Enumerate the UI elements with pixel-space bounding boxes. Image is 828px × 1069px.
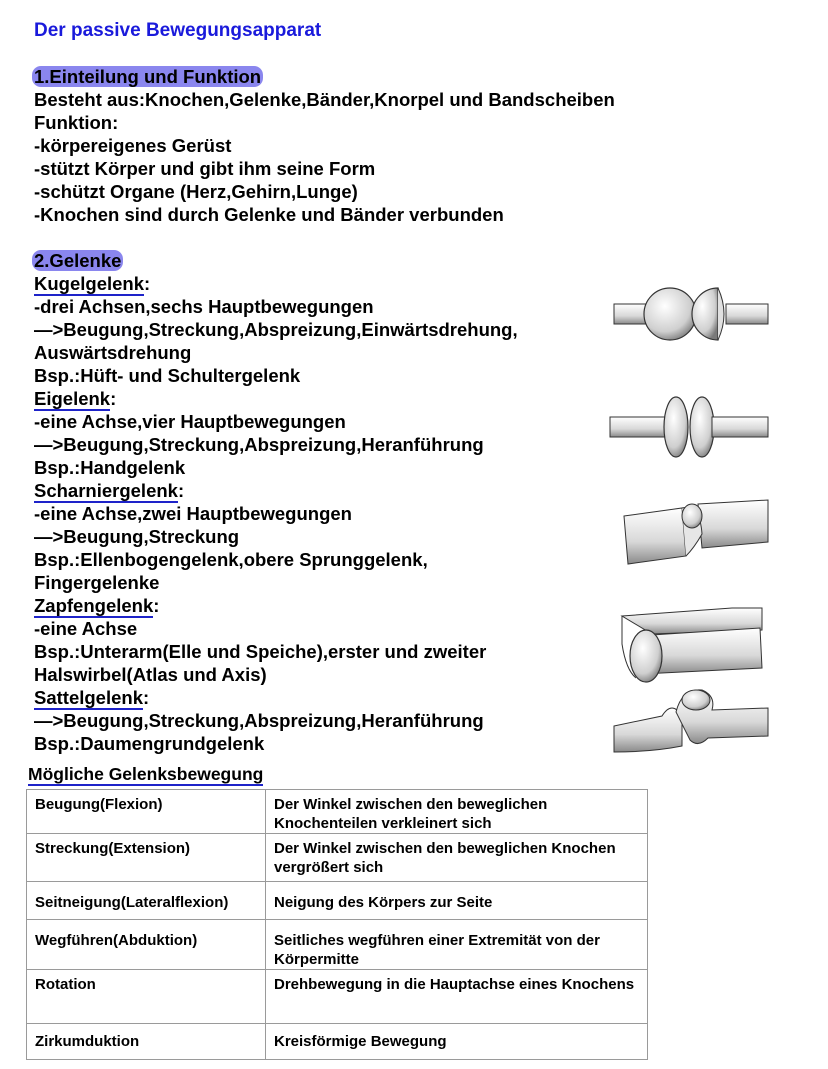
- section-heading: 2.Gelenke: [34, 250, 122, 271]
- movement-description: Der Winkel zwischen den beweglichen Knochenteilen verkleinert sich: [266, 790, 648, 834]
- movement-table: [26, 789, 648, 1060]
- text-line: Bsp.:Handgelenk: [34, 457, 186, 478]
- text-line: Bsp.:Ellenbogengelenk,obere Sprunggelenk,: [34, 549, 428, 570]
- movement-term: Wegführen(Abduktion): [27, 920, 266, 970]
- text-line: —>Beugung,Streckung,Abspreizung,Heranführung: [34, 710, 484, 731]
- text-line: Fingergelenke: [34, 572, 160, 593]
- table-row: [27, 882, 648, 920]
- text-line: -eine Achse,zwei Hauptbewegungen: [34, 503, 352, 524]
- movement-term: Zirkumduktion: [27, 1024, 266, 1060]
- movement-term: Beugung(Flexion): [27, 790, 266, 834]
- table-row: [27, 920, 648, 970]
- text-line: -eine Achse,vier Hauptbewegungen: [34, 411, 346, 432]
- condyloid-joint-illustration: [608, 392, 772, 462]
- table-row: [27, 970, 648, 1024]
- table-title: Mögliche Gelenksbewegung: [28, 764, 264, 784]
- text-line: Halswirbel(Atlas und Axis): [34, 664, 267, 685]
- movement-description: Der Winkel zwischen den beweglichen Knochen vergrößert sich: [266, 834, 648, 882]
- text-line: -Knochen sind durch Gelenke und Bänder verbunden: [34, 204, 504, 225]
- saddle-joint-illustration: [612, 686, 772, 756]
- text-line: —>Beugung,Streckung: [34, 526, 240, 547]
- movement-description: Seitliches wegführen einer Extremität von der Körpermitte: [266, 920, 648, 970]
- pivot-joint-illustration: [612, 604, 772, 688]
- text-line: Bsp.:Daumengrundgelenk: [34, 733, 265, 754]
- movement-term: Rotation: [27, 970, 266, 1024]
- joint-name-kugelgelenk: Kugelgelenk: [34, 273, 144, 294]
- text-line: —>Beugung,Streckung,Abspreizung,Einwärtsdrehung,: [34, 319, 518, 340]
- text-line: Besteht aus:Knochen,Gelenke,Bänder,Knorpel und Bandscheiben: [34, 89, 615, 110]
- section-einteilung: [34, 65, 814, 226]
- ball-joint-illustration: [612, 284, 772, 346]
- text-line: Auswärtsdrehung: [34, 342, 192, 363]
- text-line: -stützt Körper und gibt ihm seine Form: [34, 158, 376, 179]
- movement-description: Kreisförmige Bewegung: [266, 1024, 648, 1060]
- text-line: Bsp.:Unterarm(Elle und Speiche),erster und zweiter: [34, 641, 487, 662]
- text-line: -schützt Organe (Herz,Gehirn,Lunge): [34, 181, 358, 202]
- joint-name-sattelgelenk: Sattelgelenk: [34, 687, 143, 708]
- table-row: [27, 1024, 648, 1060]
- joint-name-eigelenk: Eigelenk: [34, 388, 111, 409]
- text-line: Funktion:: [34, 112, 119, 133]
- section-heading: 1.Einteilung und Funktion: [34, 66, 262, 87]
- table-row: [27, 834, 648, 882]
- text-line: -körpereigenes Gerüst: [34, 135, 232, 156]
- movement-description: Drehbewegung in die Hauptachse eines Knochens: [266, 970, 648, 1024]
- table-row: [27, 790, 648, 834]
- hinge-joint-illustration: [620, 494, 772, 566]
- text-line: -eine Achse: [34, 618, 138, 639]
- movement-description: Neigung des Körpers zur Seite: [266, 882, 648, 920]
- movement-term: Seitneigung(Lateralflexion): [27, 882, 266, 920]
- joint-name-zapfengelenk: Zapfengelenk: [34, 595, 154, 616]
- section-gelenke: 2.Gelenke Kugelgelenk: -drei Achsen,sechs Hauptbewegungen —>Beugung,Streckung,Abspreizung,Einwärtsdrehung, Auswärtsdrehung Bsp.:Hüft- und Schultergelenk Eigelenk: -eine Achse,vier Hauptbewegungen —>Beugung,Streckung,Abspreizung,Heranführung Bsp.:Handgelenk Scharniergelenk: -eine Achse,zwei Hauptbewegungen —>Beugung,Streckung Bsp.:Ellenbogengelenk,obere Sprunggelenk, Fingergelenke Zapfengelenk: -eine Achse Bsp.:Unterarm(Elle und Speiche),erster und zweiter Halswirbel(Atlas und Axis) Sattelgelenk: —>Beugung,Streckung,Abspreizung,Heranführung Bsp.:Daumengrundgelenk: [34, 249, 814, 755]
- text-line: —>Beugung,Streckung,Abspreizung,Heranführung: [34, 434, 484, 455]
- text-line: -drei Achsen,sechs Hauptbewegungen: [34, 296, 374, 317]
- page-title: Der passive Bewegungsapparat: [34, 20, 322, 41]
- movement-term: Streckung(Extension): [27, 834, 266, 882]
- text-line: Bsp.:Hüft- und Schultergelenk: [34, 365, 301, 386]
- joint-name-scharniergelenk: Scharniergelenk: [34, 480, 178, 501]
